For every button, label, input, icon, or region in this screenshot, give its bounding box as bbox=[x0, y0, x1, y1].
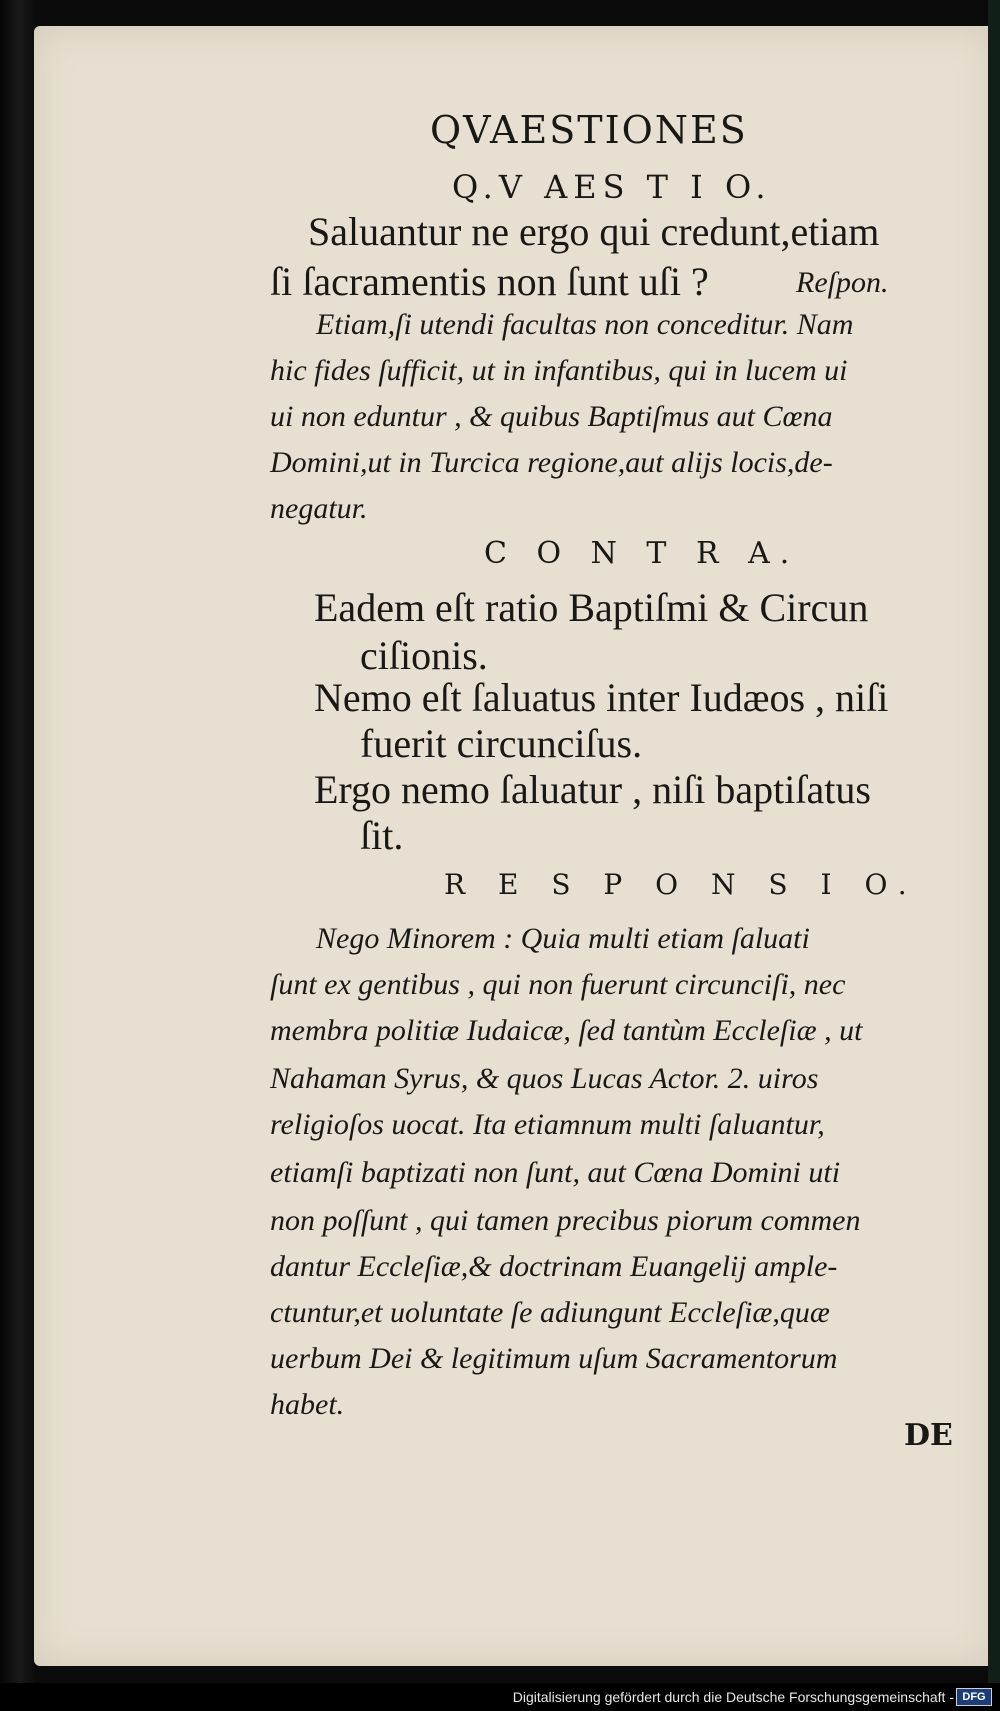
responsio-line: dantur Eccleſiæ,& doctrinam Euangelij ample- bbox=[270, 1250, 838, 1283]
book-spine-shadow bbox=[0, 0, 34, 1711]
responsio-line: ſunt ex gentibus , qui non fuerunt circunciſi, nec bbox=[270, 968, 846, 1001]
contra-line: Eadem eſt ratio Baptiſmi & Circun bbox=[314, 585, 869, 630]
contra-line: Nemo eſt ſaluatus inter Iudæos , niſi bbox=[314, 675, 889, 720]
responsio-line: ctuntur,et uoluntate ſe adiungunt Eccleſiæ,quæ bbox=[270, 1296, 830, 1329]
footer-bar bbox=[0, 1683, 1000, 1711]
responsio-line: religioſos uocat. Ita etiamnum multi ſaluantur, bbox=[270, 1108, 825, 1141]
responsio-line: membra politiæ Iudaicæ, ſed tantùm Eccleſiæ , ut bbox=[270, 1014, 863, 1047]
answer-line: ui non eduntur , & quibus Baptiſmus aut Cœna bbox=[270, 400, 833, 433]
answer-line: Etiam,ſi utendi facultas non conceditur. Nam bbox=[316, 308, 854, 341]
responsio-line: Nego Minorem : Quia multi etiam ſaluati bbox=[316, 922, 810, 955]
contra-line: ciſionis. bbox=[360, 633, 488, 678]
responsio-line: habet. bbox=[270, 1388, 345, 1421]
question-line: ſi ſacramentis non ſunt uſi ? bbox=[270, 259, 709, 304]
running-head: QVAESTIONES bbox=[430, 108, 748, 152]
catchword: DE bbox=[904, 1418, 953, 1453]
answer-line: hic fides ſufficit, ut in infantibus, qui in lucem ui bbox=[270, 354, 848, 387]
responsio-line: non poſſunt , qui tamen precibus piorum commen bbox=[270, 1204, 861, 1237]
responsio-line: etiamſi baptizati non ſunt, aut Cœna Domini uti bbox=[270, 1156, 841, 1189]
quaestio-heading: Q.V AES T I O. bbox=[452, 168, 772, 206]
contra-heading: C O N T R A. bbox=[484, 536, 800, 571]
dfg-logo: DFG bbox=[956, 1688, 992, 1706]
question-line: Saluantur ne ergo qui credunt,etiam bbox=[308, 209, 880, 254]
answer-line: Domini,ut in Turcica regione,aut alijs locis,de- bbox=[270, 446, 833, 479]
respon-label: Reſpon. bbox=[796, 266, 889, 299]
contra-line: Ergo nemo ſaluatur , niſi baptiſatus bbox=[314, 767, 871, 812]
answer-line: negatur. bbox=[270, 492, 368, 525]
responsio-line: Nahaman Syrus, & quos Lucas Actor. 2. uiros bbox=[270, 1062, 819, 1095]
page-edge bbox=[988, 0, 1000, 1711]
contra-line: ſit. bbox=[360, 813, 404, 858]
responsio-heading: R E S P O N S I O. bbox=[444, 868, 919, 901]
responsio-line: uerbum Dei & legitimum uſum Sacramentorum bbox=[270, 1342, 838, 1375]
funding-notice: Digitalisierung gefördert durch die Deutsche Forschungsgemeinschaft - bbox=[512, 1689, 954, 1705]
contra-line: fuerit circunciſus. bbox=[360, 721, 643, 766]
